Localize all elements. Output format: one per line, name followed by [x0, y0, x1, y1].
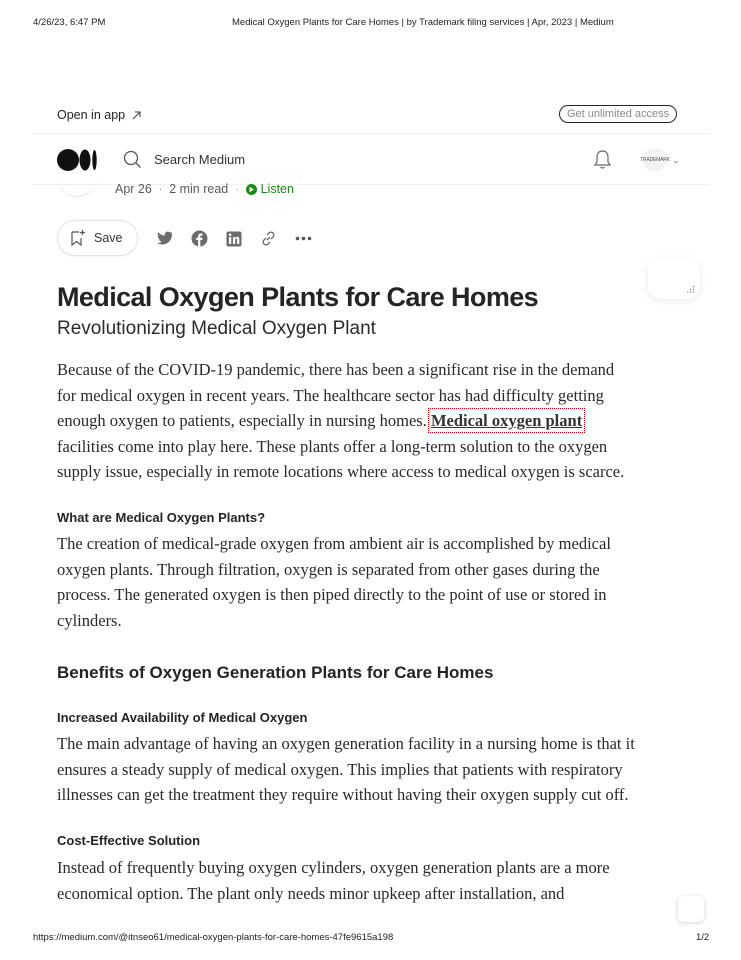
get-unlimited-access-button[interactable]: Get unlimited access — [559, 105, 677, 123]
medical-oxygen-plant-link[interactable]: Medical oxygen plant — [430, 411, 583, 431]
paragraph-line: ensures a steady supply of medical oxygen. This implies that patients with respiratory — [57, 759, 623, 779]
banner-divider — [33, 133, 709, 134]
article-meta — [115, 182, 294, 196]
paragraph-line: The creation of medical-grade oxygen from ambient air is accomplished by medical — [57, 534, 611, 553]
section3-paragraph — [57, 731, 635, 808]
paragraph-line: The main advantage of having an oxygen generation facility in a nursing home is that it — [57, 734, 635, 753]
search-icon — [123, 150, 142, 169]
share-icons — [156, 230, 312, 247]
article-subtitle: Revolutionizing Medical Oxygen Plant — [57, 318, 376, 339]
section-heading: Cost-Effective Solution — [57, 833, 201, 848]
paragraph-line: Instead of frequently buying oxygen cylinders, oxygen generation plants are a more — [57, 858, 610, 877]
listen-button[interactable] — [246, 182, 294, 196]
paragraph-line: economical option. The plant only needs minor upkeep after installation, and — [57, 883, 565, 903]
more-icon[interactable] — [295, 236, 312, 241]
paragraph-line: illnesses can get the treatment they require without having their oxygen supply cut off. — [57, 785, 629, 805]
paragraph-line: Because of the COVID-19 pandemic, there has been a significant rise in the demand — [57, 360, 615, 379]
arrow-up-right-icon — [131, 110, 142, 121]
avatar — [640, 148, 670, 172]
floating-widget[interactable] — [648, 257, 700, 299]
play-icon — [246, 184, 257, 195]
user-menu[interactable] — [640, 148, 680, 172]
search-bar[interactable] — [123, 150, 245, 169]
paragraph-line: process. The generated oxygen is then piped directly to the point of use or stored in — [57, 585, 607, 605]
save-button[interactable] — [57, 220, 138, 256]
link-icon[interactable] — [260, 230, 277, 247]
bell-icon[interactable] — [593, 149, 612, 170]
paragraph-line: oxygen plants. Through filtration, oxygen is separated from other gases during the — [57, 559, 600, 579]
linkedin-icon[interactable] — [226, 231, 242, 247]
facebook-icon[interactable] — [191, 230, 208, 247]
paragraph-line: facilities come into play here. These plants offer a long-term solution to the oxygen — [57, 436, 608, 456]
print-page-number: 1/2 — [696, 932, 710, 943]
listen-label: Listen — [260, 182, 294, 196]
read-time: 2 min read — [169, 182, 229, 196]
chevron-down-icon: ⌄ — [672, 154, 680, 165]
floating-square-button[interactable] — [678, 896, 704, 922]
paragraph-text: enough oxygen to patients, especially in nursing homes. — [57, 411, 427, 431]
author-avatar-edge — [57, 166, 97, 197]
grip-icon — [687, 285, 695, 293]
article-title: Medical Oxygen Plants for Care Homes — [57, 282, 539, 312]
search-input[interactable]: Search Medium — [154, 152, 246, 167]
section-heading: What are Medical Oxygen Plants? — [57, 510, 266, 525]
section-heading: Increased Availability of Medical Oxygen — [57, 710, 308, 725]
print-page-title: Medical Oxygen Plants for Care Homes | by Trademark filing services | Apr, 2023 | Medium — [232, 17, 614, 28]
section1-paragraph — [57, 531, 611, 633]
twitter-icon[interactable] — [156, 231, 173, 246]
bookmark-plus-icon — [70, 229, 86, 247]
print-url: https://medium.com/@itnseo61/medical-oxygen-plants-for-care-homes-47fe9615a198 — [33, 932, 394, 943]
separator-dot: · — [235, 183, 239, 195]
open-in-app-label: Open in app — [57, 108, 126, 122]
paragraph-line: cylinders. — [57, 610, 122, 630]
paragraph-line: supply issue, especially in remote locations where access to medical oxygen is scarce. — [57, 462, 625, 482]
intro-paragraph — [57, 357, 624, 485]
section-heading-large: Benefits of Oxygen Generation Plants for Care Homes — [57, 663, 494, 682]
paragraph-line: for medical oxygen in recent years. The healthcare sector has had difficulty getting — [57, 385, 604, 405]
publish-date: Apr 26 — [115, 182, 152, 196]
separator-dot: · — [158, 183, 163, 195]
save-label: Save — [94, 231, 123, 245]
section4-paragraph — [57, 855, 610, 906]
paragraph-line — [57, 408, 624, 434]
avatar-text: TRADEMARK — [640, 157, 670, 163]
open-in-app-link[interactable] — [57, 108, 142, 122]
print-datetime: 4/26/23, 6:47 PM — [33, 17, 106, 28]
